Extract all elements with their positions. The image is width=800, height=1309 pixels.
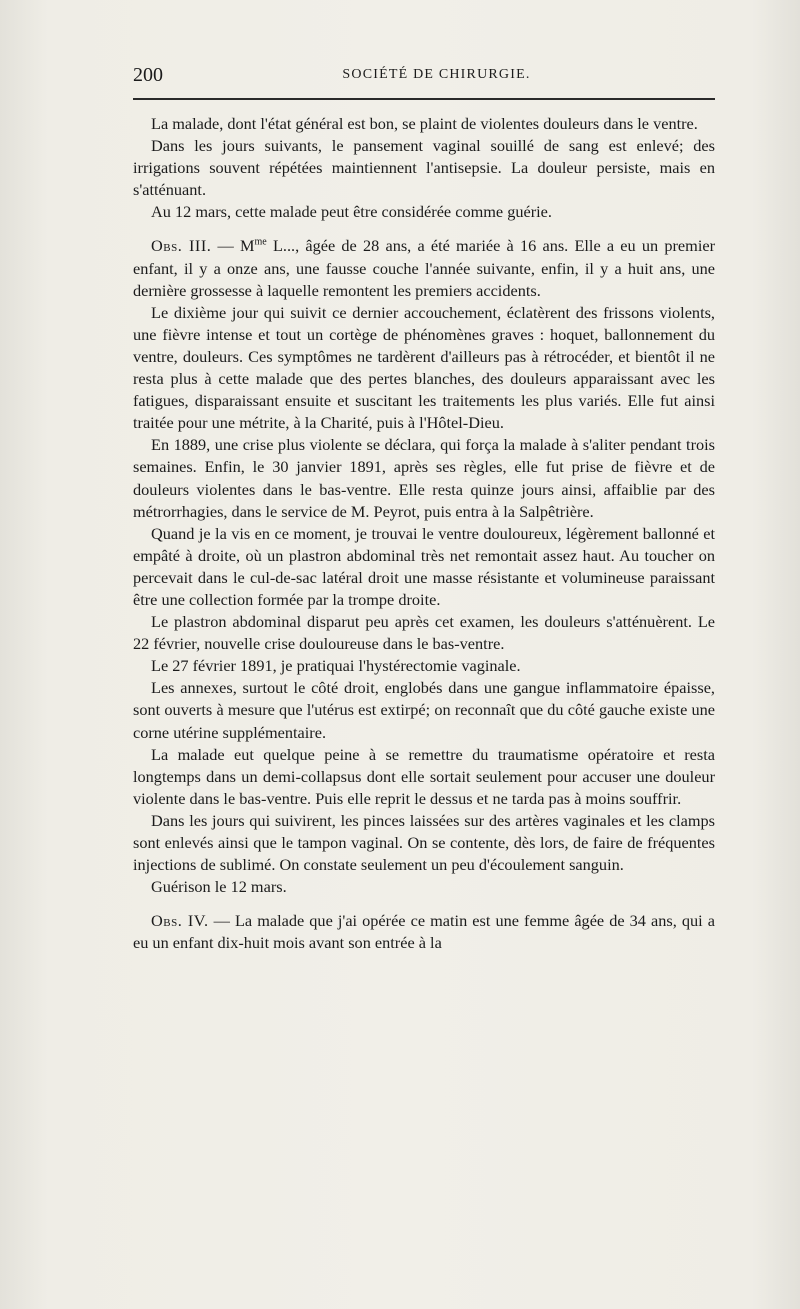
paragraph: Les annexes, surtout le côté droit, englobés dans une gangue inflammatoire épaisse, sont ouverts à mesure que l'utérus est extirpé; on reconnaît que du côté gauche existe une corne utérine supplémentaire. — [133, 678, 715, 742]
paragraph: En 1889, une crise plus violente se déclara, qui força la malade à s'aliter pendant trois semaines. Enfin, le 30 janvier 1891, après ses règles, elle fut prise de fièvre et de douleurs violentes dans le bas-ventre. Elle resta quinze jours ainsi, affaiblie par des métrorrhagies, dans le service de M. Peyrot, puis entra à la Salpêtrière. — [133, 435, 715, 521]
paragraph: La malade, dont l'état général est bon, se plaint de violentes douleurs dans le ventre. — [151, 114, 698, 133]
dash: — — [208, 911, 235, 931]
paragraph: Le 27 février 1891, je pratiquai l'hystérectomie vaginale. — [151, 656, 521, 676]
paragraph: Le dixième jour qui suivit ce dernier accouchement, éclatèrent des frissons violents, une fièvre intense et tout un cortège de phénomènes graves : hoquet, ballonnement du ventre, douleurs. Ces symptômes ne tardèrent d'ailleurs pas à rétrocéder, et bientôt il ne resta plus à cette malade que des pertes blanches, des douleurs apparaissant avec les fatigues, disparaissant ensuite et suscitant les traitements les plus variés. Elle fut ainsi traitée pour une métrite, à la Charité, puis à l'Hôtel-Dieu. — [133, 302, 715, 433]
paragraph: Quand je la vis en ce moment, je trouvai le ventre douloureux, légèrement ballonné et empâté à droite, où un plastron abdominal très net remontait assez haut. Au toucher on percevait dans le cul-de-sac latéral droit une masse résistante et volumineuse paraissant être une collection formée par la trompe droite. — [133, 523, 715, 609]
observation-3-intro — [133, 235, 715, 301]
observation-text: âgée de 28 ans, a été mariée à 16 ans. Elle a eu un premier enfant, il y a onze ans, une fausse couche l'année suivante, enfin, il y a huit ans, une dernière grossesse à laquelle remontent les premiers accidents. — [133, 236, 715, 300]
observation-label: Obs. III. — [151, 236, 212, 256]
patient-title-superscript: me — [254, 237, 267, 249]
body-text — [133, 113, 715, 954]
header-rule — [133, 98, 715, 100]
paragraph: La malade eut quelque peine à se remettre du traumatisme opératoire et resta longtemps dans un demi-collapsus dont elle sortait seulement pour accuser une douleur violente dans le bas-ventre. Puis elle reprit le dessus et ne tarda pas à moins souffrir. — [133, 744, 715, 808]
observation-4-intro — [133, 910, 715, 954]
paragraph: Au 12 mars, cette malade peut être considérée comme guérie. — [151, 202, 552, 222]
paragraph: Guérison le 12 mars. — [151, 877, 287, 897]
running-title: SOCIÉTÉ DE CHIRURGIE. — [342, 67, 531, 82]
paragraph: Dans les jours suivants, le pansement vaginal souillé de sang est enlevé; des irrigations souvent répétées maintiennent l'antisepsie. La douleur persiste, mais en s'atténuant. — [133, 136, 715, 200]
patient-name-rest: L..., — [266, 236, 300, 256]
dash: — — [211, 236, 241, 256]
paragraph: Dans les jours qui suivirent, les pinces laissées sur des artères vaginales et les clamps sont enlevés ainsi que le tampon vaginal. On se contente, dès lors, de faire de fréquentes injections de sublimé. On constate seulement un peu d'écoulement sanguin. — [133, 810, 715, 875]
observation-text: La malade que j'ai opérée ce matin est une femme âgée de 34 ans, qui a eu un enfant dix-huit mois avant son entrée à la — [133, 911, 715, 953]
page-number: 200 — [133, 64, 163, 86]
page-header — [133, 62, 715, 92]
observation-label: Obs. IV. — [151, 911, 209, 931]
paragraph: Le plastron abdominal disparut peu après cet examen, les douleurs s'atténuèrent. Le 22 février, nouvelle crise douloureuse dans le bas-ventre. — [133, 612, 715, 654]
patient-name: M — [240, 236, 255, 256]
